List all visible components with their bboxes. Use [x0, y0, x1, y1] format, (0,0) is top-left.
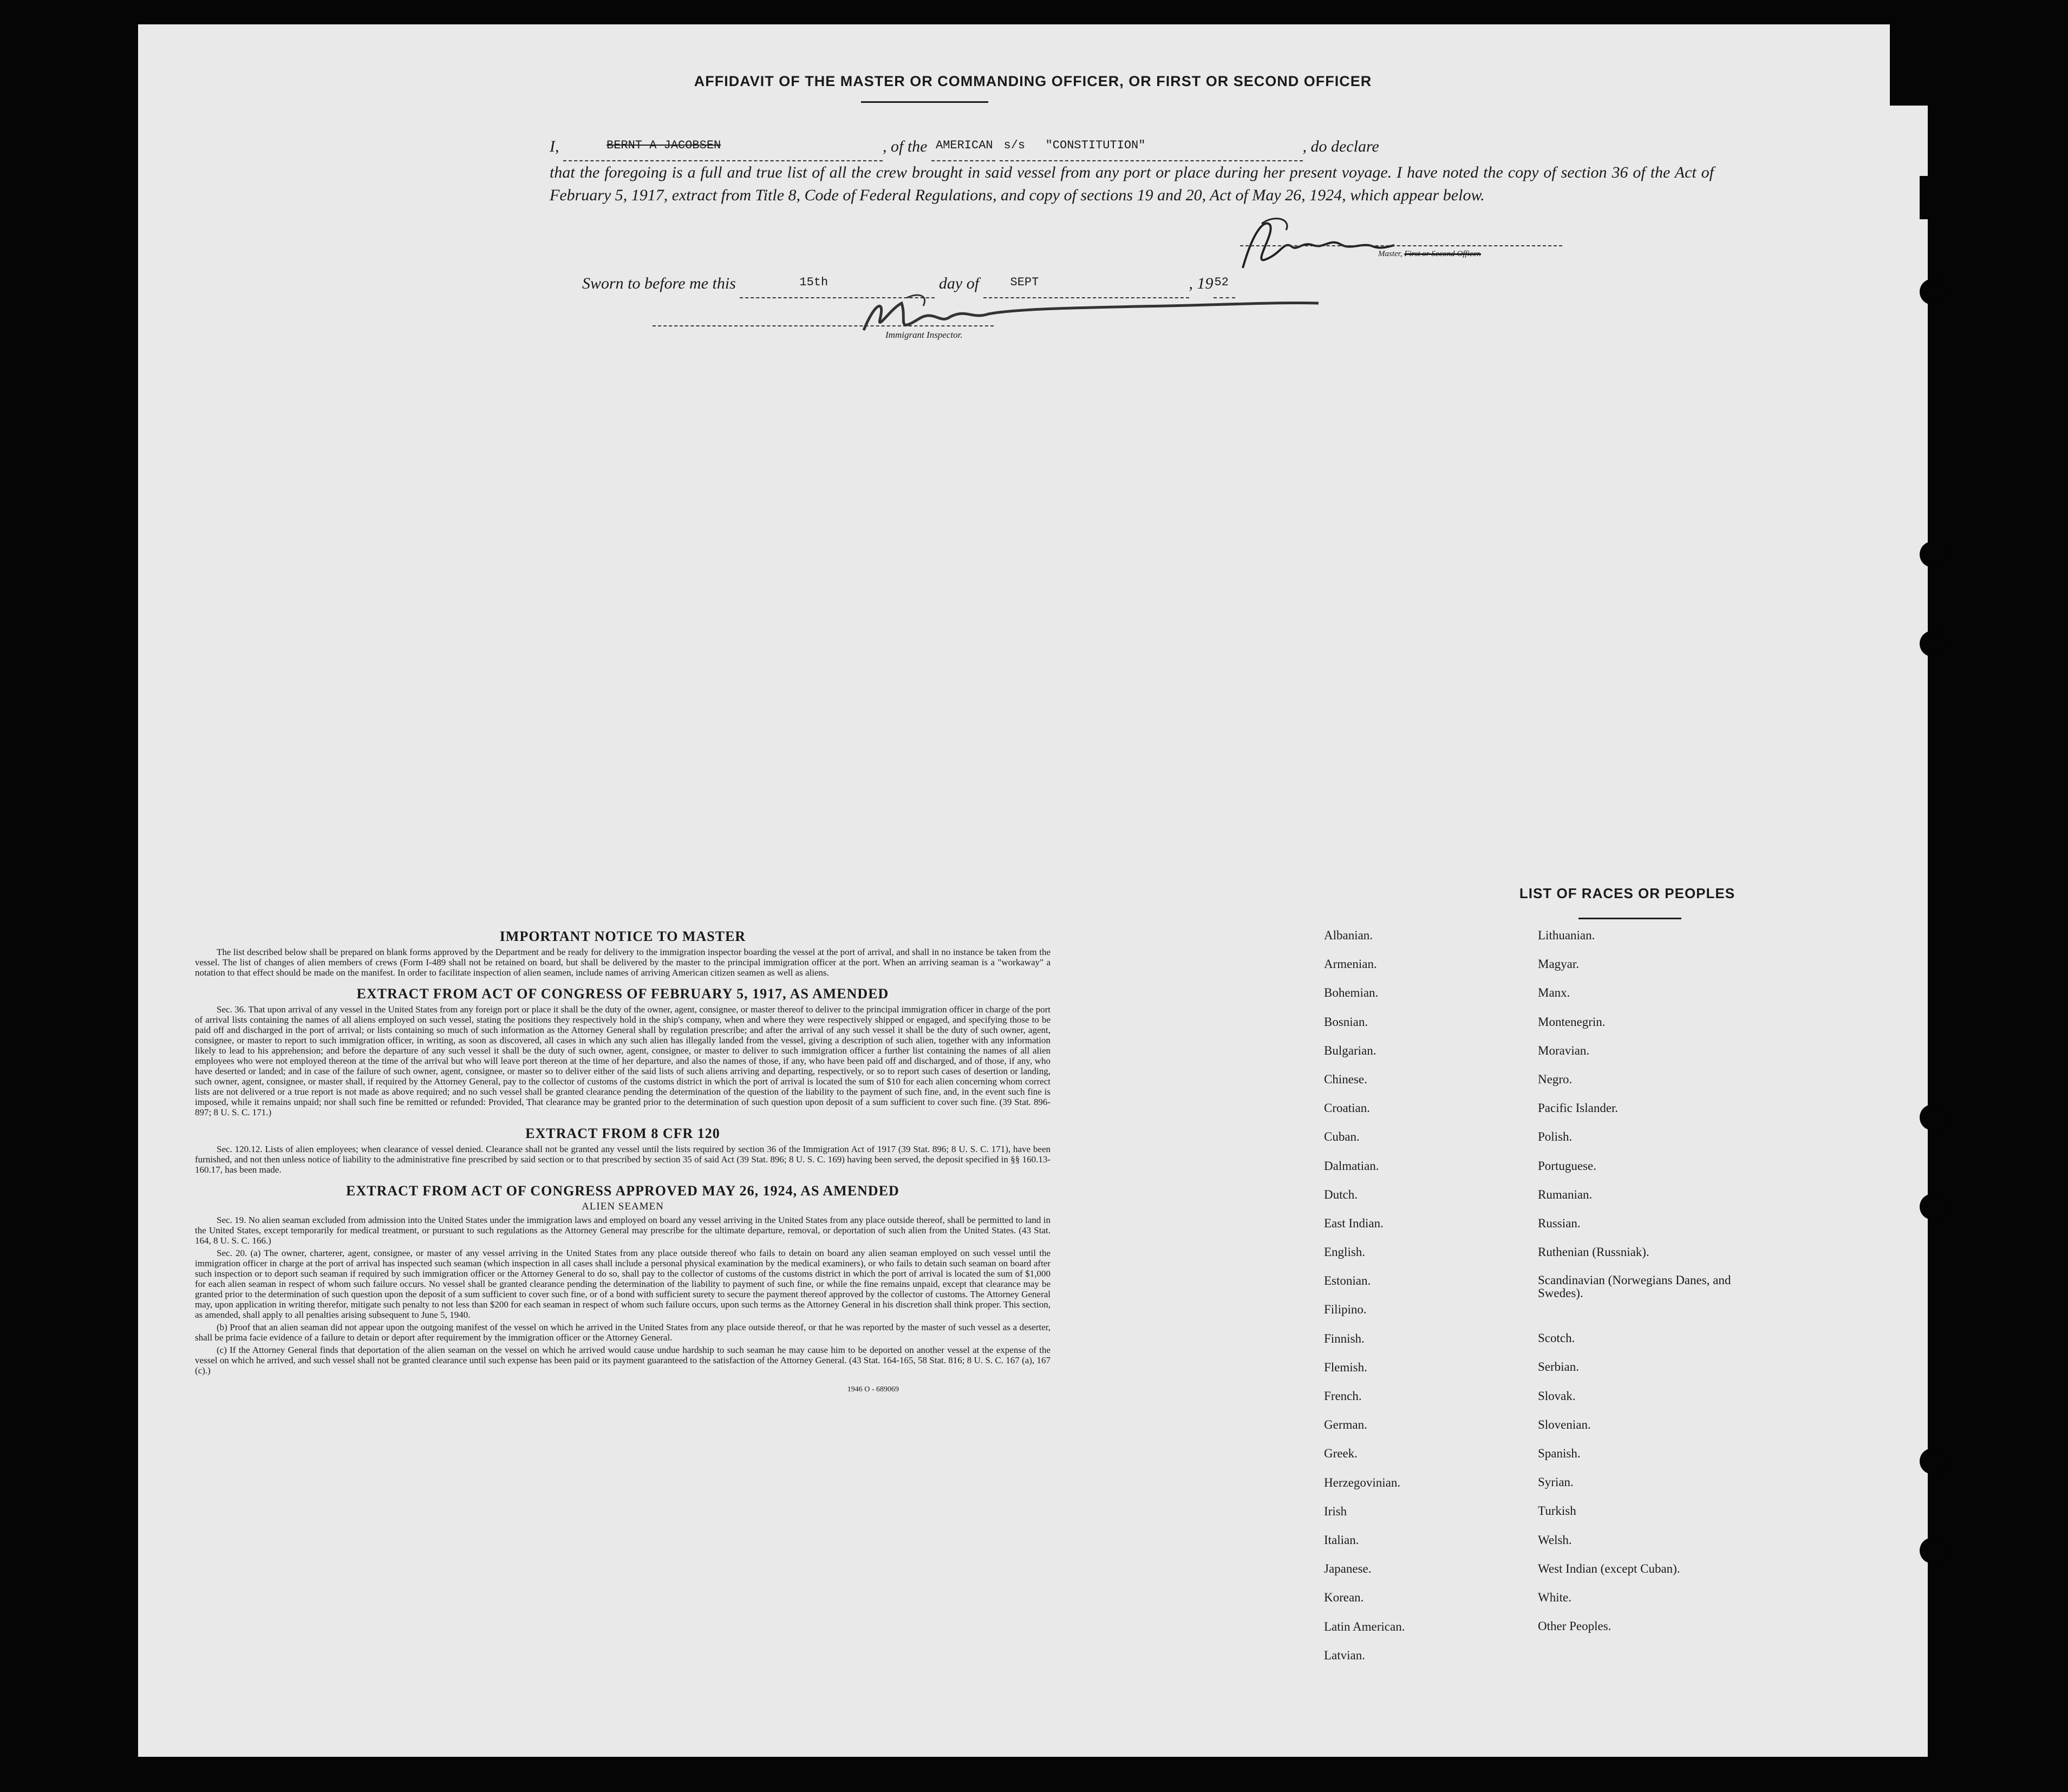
- sec20b-text: (b) Proof that an alien seaman did not appear upon the outgoing manifest of the vessel on which he arrived in the United States from any place outside thereof, or that he was reported by the master of such vessel as a deserter, shall be prima facie evidence of a failure to detain or deport after requirement by the immigration officer or the Attorney General.: [195, 1322, 1051, 1343]
- edge-shadow: [1920, 176, 1928, 219]
- race-item: Irish: [1324, 1504, 1347, 1518]
- of-the-label: , of the: [883, 138, 928, 155]
- races-rule: [1578, 918, 1681, 919]
- race-item: English.: [1324, 1245, 1366, 1259]
- sec20c-text: (c) If the Attorney General finds that deportation of the alien seaman on the vessel on which he arrived would cause undue hardship to such seaman he may cause him to be deported on another vessel at the expense of the vessel on which he arrived, and such vessel shall not be granted clearance until such expense has been paid or its payment guaranteed to the satisfaction of the Attorney General. (43 Stat. 164-165, 58 Stat. 816; 8 U. S. C. 167 (a), 167 (c).): [195, 1345, 1051, 1376]
- punch-hole: [1920, 1104, 1946, 1130]
- affidavit-text: [550, 135, 1714, 207]
- alien-seamen-subtitle: ALIEN SEAMEN: [582, 1201, 664, 1212]
- sworn-year: 52: [1214, 276, 1229, 289]
- nationality: AMERICAN: [936, 139, 993, 152]
- race-item: Dutch.: [1324, 1187, 1358, 1201]
- race-item: Welsh.: [1538, 1533, 1572, 1547]
- race-item: Serbian.: [1538, 1360, 1580, 1374]
- race-item: Portuguese.: [1538, 1159, 1596, 1173]
- race-item: Scandinavian (Norwegians Danes, and Swedes).: [1538, 1273, 1731, 1300]
- race-item: Korean.: [1324, 1591, 1364, 1605]
- notice-text: The list described below shall be prepared on blank forms approved by the Department and be ready for delivery to the immigration inspector boarding the vessel at the port of arrival, and shall in no instance be taken from the vessel. The list of changes of alien members of crews (Form I-489 shall not be retained on board, but shall be delivered by the master to the principal immigration officer at the port. When an arriving seaman is a "workaway" a notation to that effect should be made on the manifest. In order to facilitate inspection of alien seamen, include names of arriving American citizen seamen as well as aliens.: [195, 947, 1051, 978]
- race-item: Albanian.: [1324, 928, 1373, 942]
- race-item: Cuban.: [1324, 1130, 1360, 1144]
- extract-1924-title: EXTRACT FROM ACT OF CONGRESS APPROVED MAY 26, 1924, AS AMENDED: [346, 1183, 899, 1199]
- race-item: Scotch.: [1538, 1331, 1575, 1345]
- races-right-column: [1538, 928, 1776, 1648]
- declaration-body: that the foregoing is a full and true list of all the crew brought in said vessel from any port or place during her present voyage. I have noted the copy of section 36 of the Act of February 5, 1917, extract from Title 8, Code of Federal Regulations, and copy of sections 19 and 20, Act of May 26, 1924, which appear below.: [550, 163, 1714, 204]
- race-item: Moravian.: [1538, 1043, 1590, 1057]
- race-item: Herzegovinian.: [1324, 1475, 1401, 1489]
- punch-hole: [1920, 279, 1946, 305]
- race-item: Greek.: [1324, 1447, 1358, 1461]
- vessel-name: "CONSTITUTION": [1045, 139, 1146, 152]
- year-prefix: , 19: [1189, 274, 1214, 292]
- race-item: Estonian.: [1324, 1274, 1371, 1288]
- race-item: West Indian (except Cuban).: [1538, 1561, 1680, 1575]
- race-item: Japanese.: [1324, 1562, 1372, 1576]
- punch-hole: [1920, 541, 1946, 567]
- declare-label: , do declare: [1302, 138, 1379, 155]
- extract-1917-text: Sec. 36. That upon arrival of any vessel in the United States from any foreign port or place it shall be the duty of the owner, agent, consignee, or master thereof to deliver to the principal immigration officer in charge of the port of arrival lists containing the names of all aliens employed on such vessel, stating the positions they respectively hold in the ship's company, when and where they were respectively shipped or engaged, and specifying those to be paid off and discharged in the port of arrival; or lists containing so much of such information as the Attorney General shall by regulation prescribe; and after the arrival of any such vessel it shall be the duty of such owner, agent, consignee, or master to report to such immigration officer, in writing, as soon as discovered, all cases in which any such alien has illegally landed from the vessel, giving a description of such alien, together with any information likely to lead to his apprehension; and before the departure of any such vessel it shall be the duty of such owner, agent, consignee, or master to deliver to such immigration officer a further list containing the names of all alien employees who were not employed thereon at the time of the arrival but who will leave port thereon at the time of her departure, and also the names of those, if any, who have been paid off and discharged, and of those, if any, who have deserted or landed; and in case of the failure of such owner, agent, consignee, or master so to deliver either of the said lists of such aliens arriving and departing, respectively, or so to report such cases of desertion or landing, such owner, agent, consignee, or master shall, if required by the Attorney General, pay to the collector of customs of the customs district in which the port of arrival is located the sum of $10 for each alien concerning whom correct lists are not delivered or a true report is not made as above required; and no such vessel shall be granted clearance pending the determination of the question of the liability to the payment of such fine, and, in the event such fine is imposed, while it remains unpaid; nor shall such fine be remitted or refunded: Provided, That clearance may be granted prior to the determination of such question upon deposit of a sum sufficient to cover such fine. (39 Stat. 896-897; 8 U. S. C. 171.): [195, 1004, 1051, 1117]
- master-signature: [1232, 208, 1405, 273]
- race-item: Slovak.: [1538, 1389, 1576, 1403]
- race-item: Manx.: [1538, 986, 1570, 1000]
- notice-section: [195, 920, 1051, 1395]
- race-item: Lithuanian.: [1538, 928, 1595, 942]
- sworn-day: 15th: [799, 276, 828, 289]
- race-item: Italian.: [1324, 1533, 1359, 1547]
- race-item: Turkish: [1538, 1504, 1576, 1518]
- race-item: Negro.: [1538, 1072, 1573, 1086]
- race-item: White.: [1538, 1590, 1571, 1604]
- race-item: Montenegrin.: [1538, 1015, 1606, 1029]
- sec20a-text: Sec. 20. (a) The owner, charterer, agent, consignee, or master of any vessel arriving in the United States from any place outside thereof who fails to detain on board any alien seaman employed on such vessel until the immigration officer in charge at the port of arrival has inspected such seaman (which inspection in all cases shall include a personal physical examination by the medical examiners), or who fails to detain such seaman on board after such inspection or to deport such seaman if required by such immigration officer or the Attorney General to do so, shall pay to the collector of customs of the customs district in which the port of arrival is located the sum of $1,000 for each alien seaman in respect of whom such failure occurs. No vessel shall be granted clearance pending the determination of the liability to payment of such fine, or while the fine remains unpaid, except that clearance may be granted prior to the determination of such question upon the deposit of a sum sufficient to cover such fine, or of a bond with sufficient surety to secure the payment thereof approved by the collector of customs. The Attorney General may, upon application in writing therefor, mitigate such penalty to not less than $200 for each seaman in respect of whom such failure occurs, upon such terms as the Attorney General in his discretion shall think proper. This section, as amended, shall apply to all penalties arising subsequent to June 5, 1940.: [195, 1248, 1051, 1320]
- races-title: LIST OF RACES OR PEOPLES: [1519, 885, 1736, 901]
- race-item: French.: [1324, 1389, 1362, 1403]
- race-item: Latvian.: [1324, 1648, 1365, 1662]
- race-item: Filipino.: [1324, 1303, 1367, 1317]
- punch-hole: [1920, 1194, 1946, 1220]
- day-of-label: day of: [938, 274, 980, 292]
- race-item: Magyar.: [1538, 957, 1580, 971]
- race-item: Spanish.: [1538, 1447, 1581, 1460]
- race-item: Croatian.: [1324, 1101, 1370, 1115]
- vessel-type: s/s: [1003, 139, 1026, 152]
- race-item: East Indian.: [1324, 1216, 1384, 1230]
- edge-shadow: [1890, 24, 1928, 106]
- print-code: 1946 O - 689069: [847, 1385, 899, 1394]
- race-item: Syrian.: [1538, 1475, 1574, 1489]
- pronoun: I,: [550, 138, 559, 155]
- race-item: Dalmatian.: [1324, 1159, 1379, 1173]
- race-item: Ruthenian (Russniak).: [1538, 1245, 1649, 1259]
- extract-1917-title: EXTRACT FROM ACT OF CONGRESS OF FEBRUARY 5, 1917, AS AMENDED: [356, 986, 889, 1002]
- master-label: Master,: [1378, 250, 1402, 258]
- race-item: Rumanian.: [1538, 1187, 1593, 1201]
- notice-title: IMPORTANT NOTICE TO MASTER: [499, 928, 746, 944]
- master-name: BERNT A JACOBSEN: [606, 139, 721, 152]
- race-item: German.: [1324, 1418, 1367, 1432]
- race-item: Other Peoples.: [1538, 1619, 1612, 1633]
- race-item: Flemish.: [1324, 1360, 1367, 1374]
- race-item: Bosnian.: [1324, 1015, 1368, 1029]
- document-page: [138, 24, 1928, 1757]
- race-item: Russian.: [1538, 1216, 1581, 1230]
- race-item: Slovenian.: [1538, 1417, 1591, 1431]
- sworn-month: SEPT: [1010, 276, 1039, 289]
- extract-cfr-text: Sec. 120.12. Lists of alien employees; when clearance of vessel denied. Clearance shall not be granted any vessel until the lists required by section 36 of the Immigration Act of 1917 (39 Stat. 896; 8 U. S. C. 171), have been furnished, and not then unless notice of liability to the administrative fine prescribed by said section or to that prescribed by section 35 of said Act (39 Stat. 896; 8 U. S. C. 169) having been served, the deposit specified in §§ 160.13-160.17, has been made.: [195, 1144, 1051, 1175]
- title-rule: [861, 101, 988, 103]
- race-item: Latin American.: [1324, 1619, 1405, 1633]
- race-item: Bohemian.: [1324, 986, 1379, 1000]
- race-item: Armenian.: [1324, 957, 1377, 971]
- extract-cfr-title: EXTRACT FROM 8 CFR 120: [525, 1126, 720, 1141]
- inspector-label: Immigrant Inspector.: [885, 330, 963, 340]
- race-item: Pacific Islander.: [1538, 1101, 1619, 1115]
- race-item: Polish.: [1538, 1130, 1573, 1144]
- sec19-text: Sec. 19. No alien seaman excluded from admission into the United States under the immigration laws and employed on board any vessel arriving in the United States from any place outside thereof, shall be permitted to land in the United States, except temporarily for medical treatment, or pursuant to such regulations as the Attorney General may prescribe for the ultimate departure, removal, or deportation of such alien from the United States. (43 Stat. 164, 8 U. S. C. 166.): [195, 1215, 1051, 1246]
- affidavit-title: AFFIDAVIT OF THE MASTER OR COMMANDING OFFICER, OR FIRST OR SECOND OFFICER: [694, 73, 1372, 89]
- sworn-label: Sworn to before me this: [582, 274, 736, 292]
- race-item: Finnish.: [1324, 1331, 1365, 1345]
- declaration-line: [550, 135, 1714, 161]
- punch-hole: [1920, 1448, 1946, 1474]
- race-item: Bulgarian.: [1324, 1043, 1377, 1057]
- race-item: Chinese.: [1324, 1072, 1367, 1086]
- officer-label-struck: First or Second Officer.: [1404, 250, 1481, 258]
- punch-hole: [1920, 1538, 1946, 1564]
- punch-hole: [1920, 631, 1946, 657]
- races-left-column: [1324, 928, 1405, 1677]
